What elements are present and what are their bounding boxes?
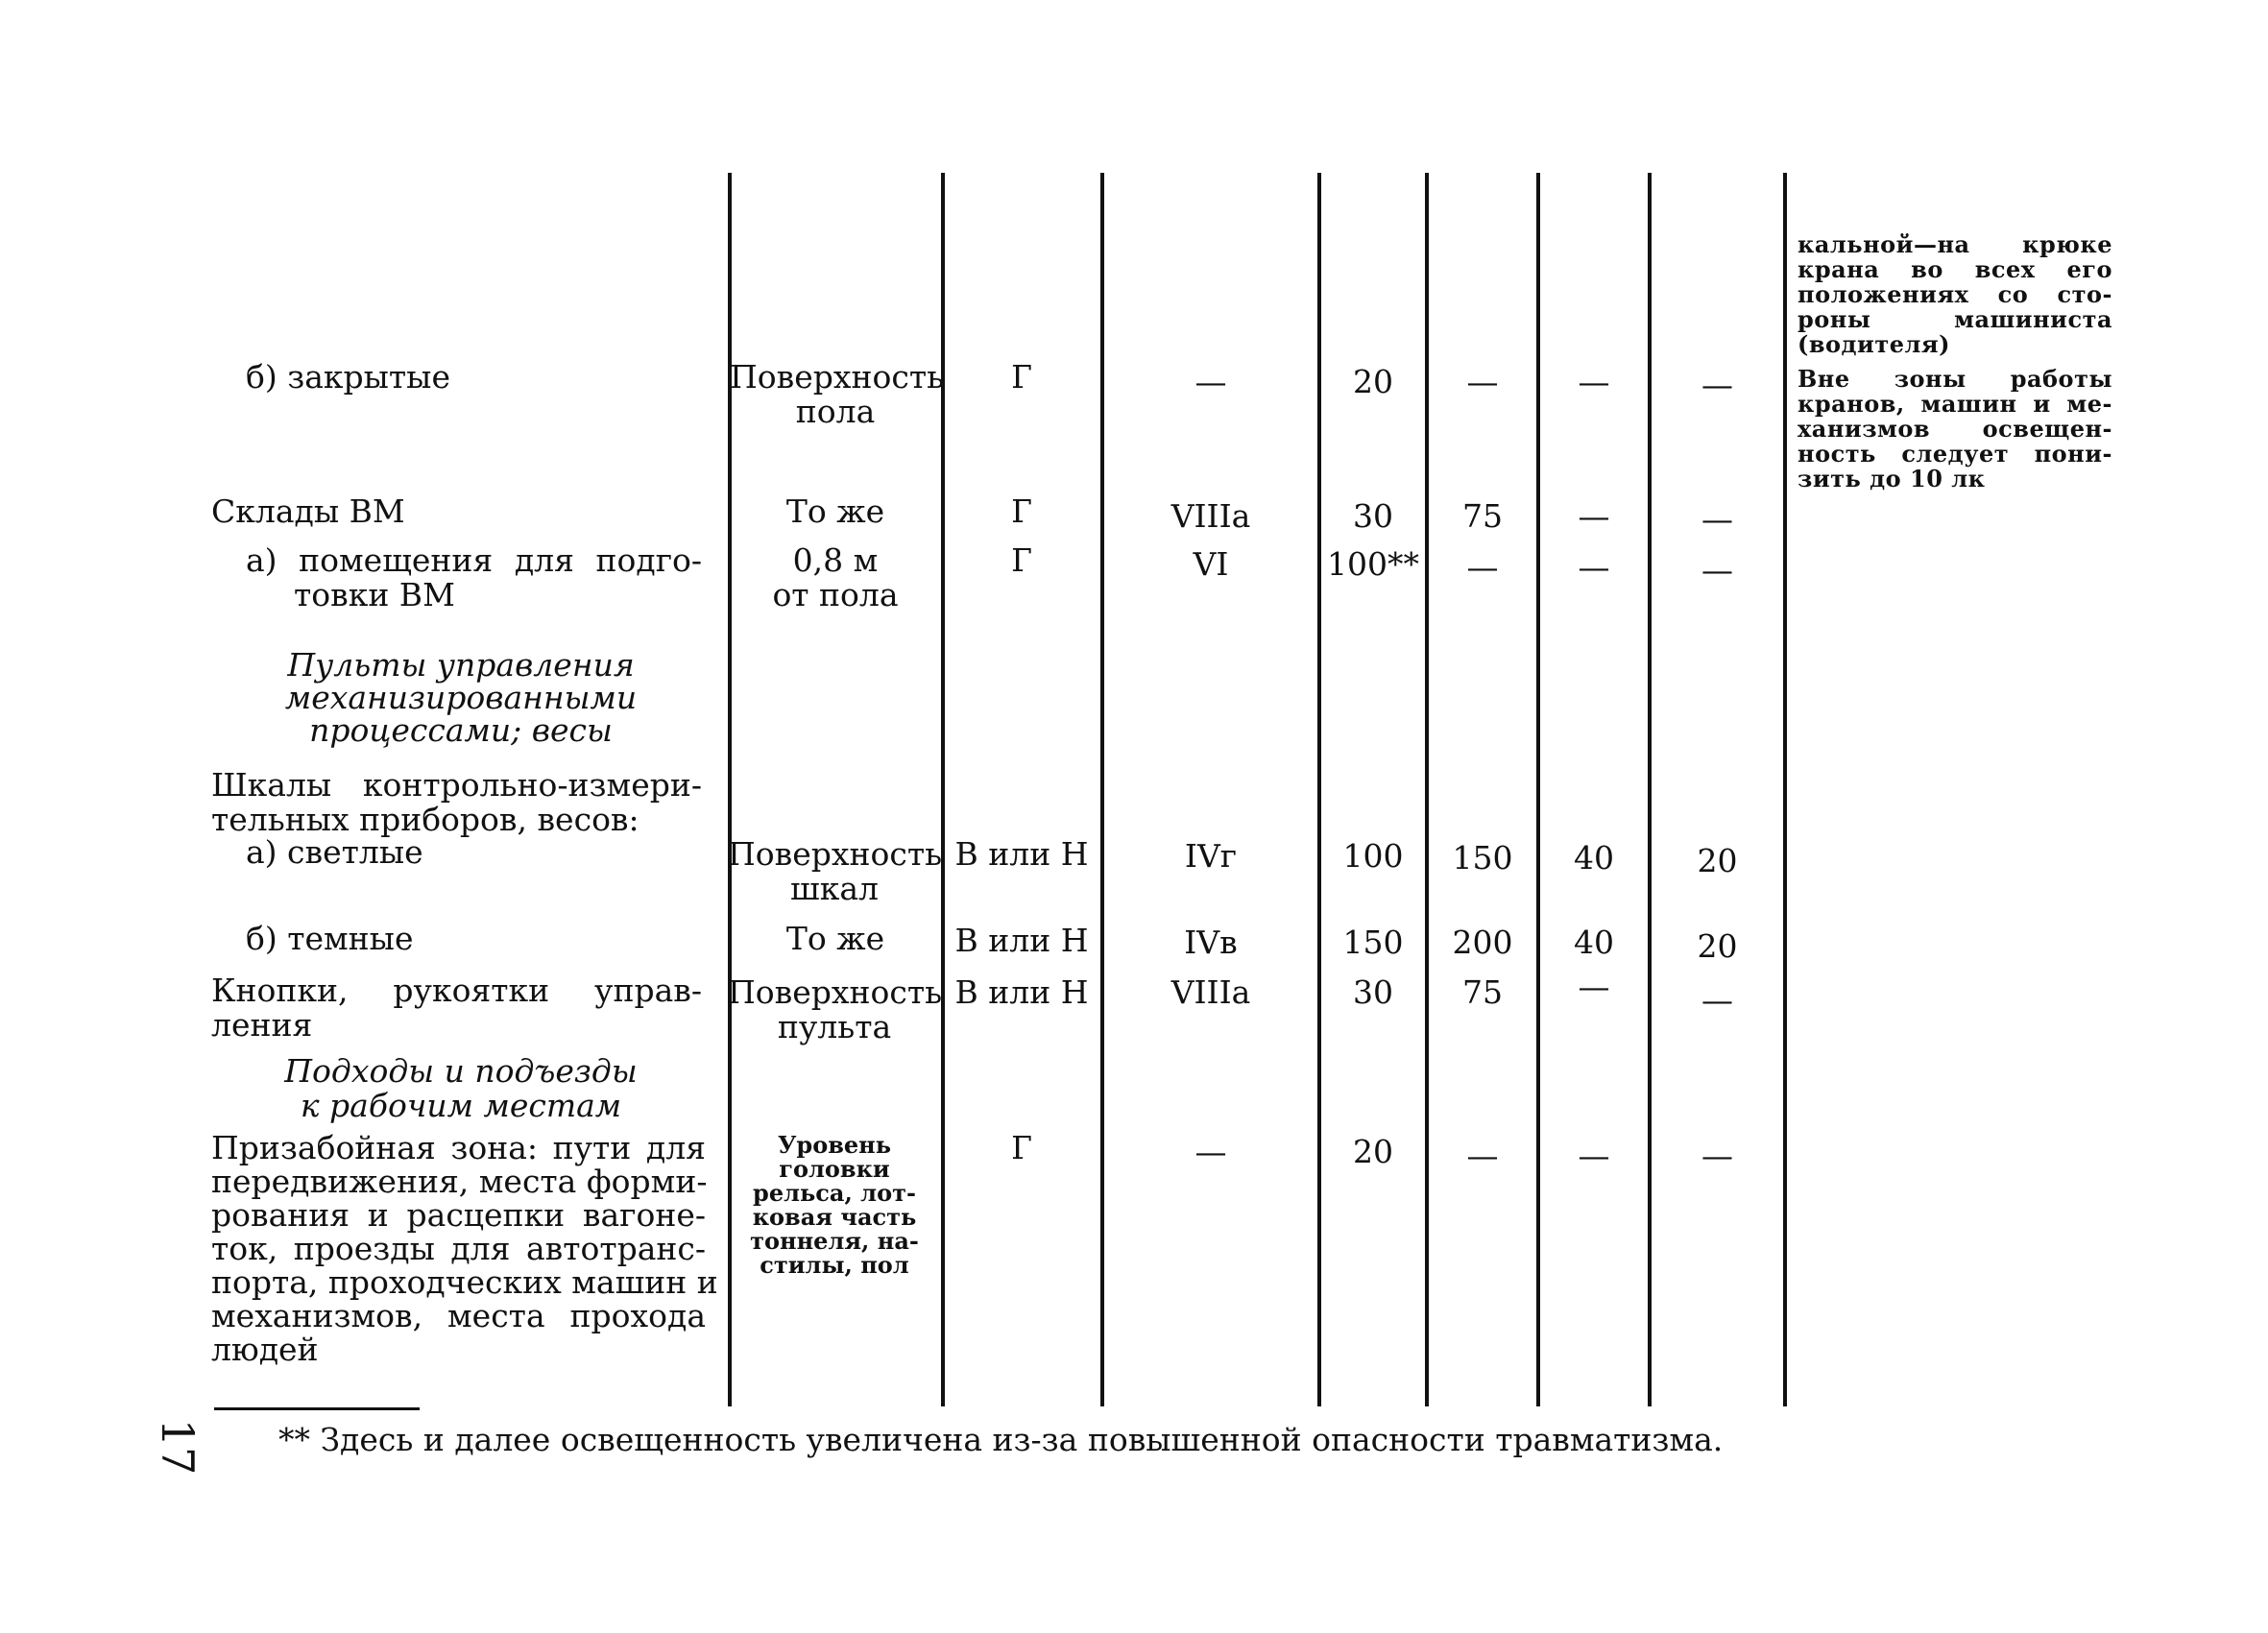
row-name: б) темные xyxy=(246,920,414,957)
lux-general-cell: 200 xyxy=(1452,924,1513,961)
lux-combined-cell: 30 xyxy=(1353,973,1393,1011)
column-divider-6 xyxy=(1536,173,1540,1406)
col7-cell: 40 xyxy=(1574,924,1614,961)
row-name: Склады ВМ xyxy=(211,492,405,530)
row-name: Призабойная зона: пути для передвижения, места форми- рования и расцепки вагоне- ток, проезды для автотранс- порта, проходческих машин и механизмов, места прохода людей xyxy=(211,1129,718,1368)
surface-cell: Поверхность пола xyxy=(730,358,945,430)
col8-cell: — xyxy=(1701,500,1733,538)
surface-cell: Поверхность шкал xyxy=(728,835,943,907)
section-heading: Пульты управления механизированными процессами; весы xyxy=(284,646,638,749)
category-cell: VIIIа xyxy=(1170,497,1251,535)
surface-cell: То же xyxy=(785,920,885,957)
lux-combined-cell: 30 xyxy=(1353,497,1393,535)
surface-cell: 0,8 м от пола xyxy=(772,541,899,613)
group-heading: Шкалы контрольно-измери- xyxy=(211,766,702,804)
column-divider-3 xyxy=(1100,173,1104,1406)
col7-cell: — xyxy=(1578,968,1610,1005)
col7-cell: — xyxy=(1578,363,1610,400)
plane-cell: Г xyxy=(1011,358,1032,396)
page-number: 17 xyxy=(152,1418,204,1476)
footnote-rule xyxy=(214,1407,420,1410)
row-name: б) закрытые xyxy=(246,358,450,396)
lux-general-cell: — xyxy=(1466,548,1499,586)
plane-cell: Г xyxy=(1011,1129,1032,1166)
category-cell: VIIIа xyxy=(1170,973,1251,1011)
lux-general-cell: 75 xyxy=(1462,973,1503,1011)
surface-cell: Уровень головки рельса, лот- ковая часть тоннеля, на- стилы, пол xyxy=(750,1131,919,1279)
footnote: ** Здесь и далее освещенность увеличена из-за повышенной опасности травматизма. xyxy=(278,1421,1724,1458)
column-divider-5 xyxy=(1425,173,1429,1406)
column-divider-4 xyxy=(1317,173,1321,1406)
plane-cell: В или Н xyxy=(954,973,1089,1011)
lux-general-cell: — xyxy=(1466,363,1499,400)
lux-general-cell: 150 xyxy=(1452,839,1513,877)
surface-cell: Поверхность пульта xyxy=(728,973,943,1045)
lux-general-cell: — xyxy=(1466,1137,1499,1174)
group-heading-cont: тельных приборов, весов: xyxy=(211,801,639,838)
note-text: кальной—на крюке крана во всех его положениях со сто- роны машиниста (водителя) Вне зоны работы кранов, машин и ме- ханизмов освещен- ность следует пони- зить до 10 лк xyxy=(1798,230,2112,492)
col7-cell: — xyxy=(1578,1137,1610,1174)
row-name-cont: ления xyxy=(211,1006,313,1044)
column-divider-7 xyxy=(1648,173,1652,1406)
category-cell: VI xyxy=(1193,545,1229,583)
lux-combined-cell: 20 xyxy=(1353,1133,1393,1170)
column-divider-8 xyxy=(1783,173,1787,1406)
category-cell: — xyxy=(1194,363,1227,400)
col8-cell: — xyxy=(1701,366,1733,403)
section-heading: Подходы и подъезды к рабочим местам xyxy=(284,1052,638,1124)
plane-cell: В или Н xyxy=(954,922,1089,959)
plane-cell: Г xyxy=(1011,492,1032,530)
surface-cell: То же xyxy=(785,492,885,530)
category-cell: IVг xyxy=(1184,837,1238,875)
col7-cell: — xyxy=(1578,497,1610,535)
col8-cell: — xyxy=(1701,551,1733,588)
category-cell: IVв xyxy=(1184,924,1238,961)
category-cell: — xyxy=(1194,1133,1227,1170)
lux-combined-cell: 20 xyxy=(1353,363,1393,400)
row-name: Кнопки, рукоятки управ- xyxy=(211,972,702,1009)
col8-cell: — xyxy=(1701,981,1733,1019)
col7-cell: 40 xyxy=(1574,839,1614,877)
row-name-cont: товки ВМ xyxy=(294,576,455,613)
lux-general-cell: 75 xyxy=(1462,497,1503,535)
lux-combined-cell: 100 xyxy=(1342,837,1404,875)
col8-cell: 20 xyxy=(1697,927,1738,965)
col7-cell: — xyxy=(1578,548,1610,586)
col8-cell: — xyxy=(1701,1137,1733,1174)
lux-combined-cell: 100** xyxy=(1327,545,1419,583)
lux-combined-cell: 150 xyxy=(1342,924,1404,961)
plane-cell: Г xyxy=(1011,541,1032,579)
plane-cell: В или Н xyxy=(954,835,1089,873)
row-name: а) помещения для подго- xyxy=(246,541,702,579)
col8-cell: 20 xyxy=(1697,842,1738,879)
row-name: а) светлые xyxy=(246,833,423,871)
